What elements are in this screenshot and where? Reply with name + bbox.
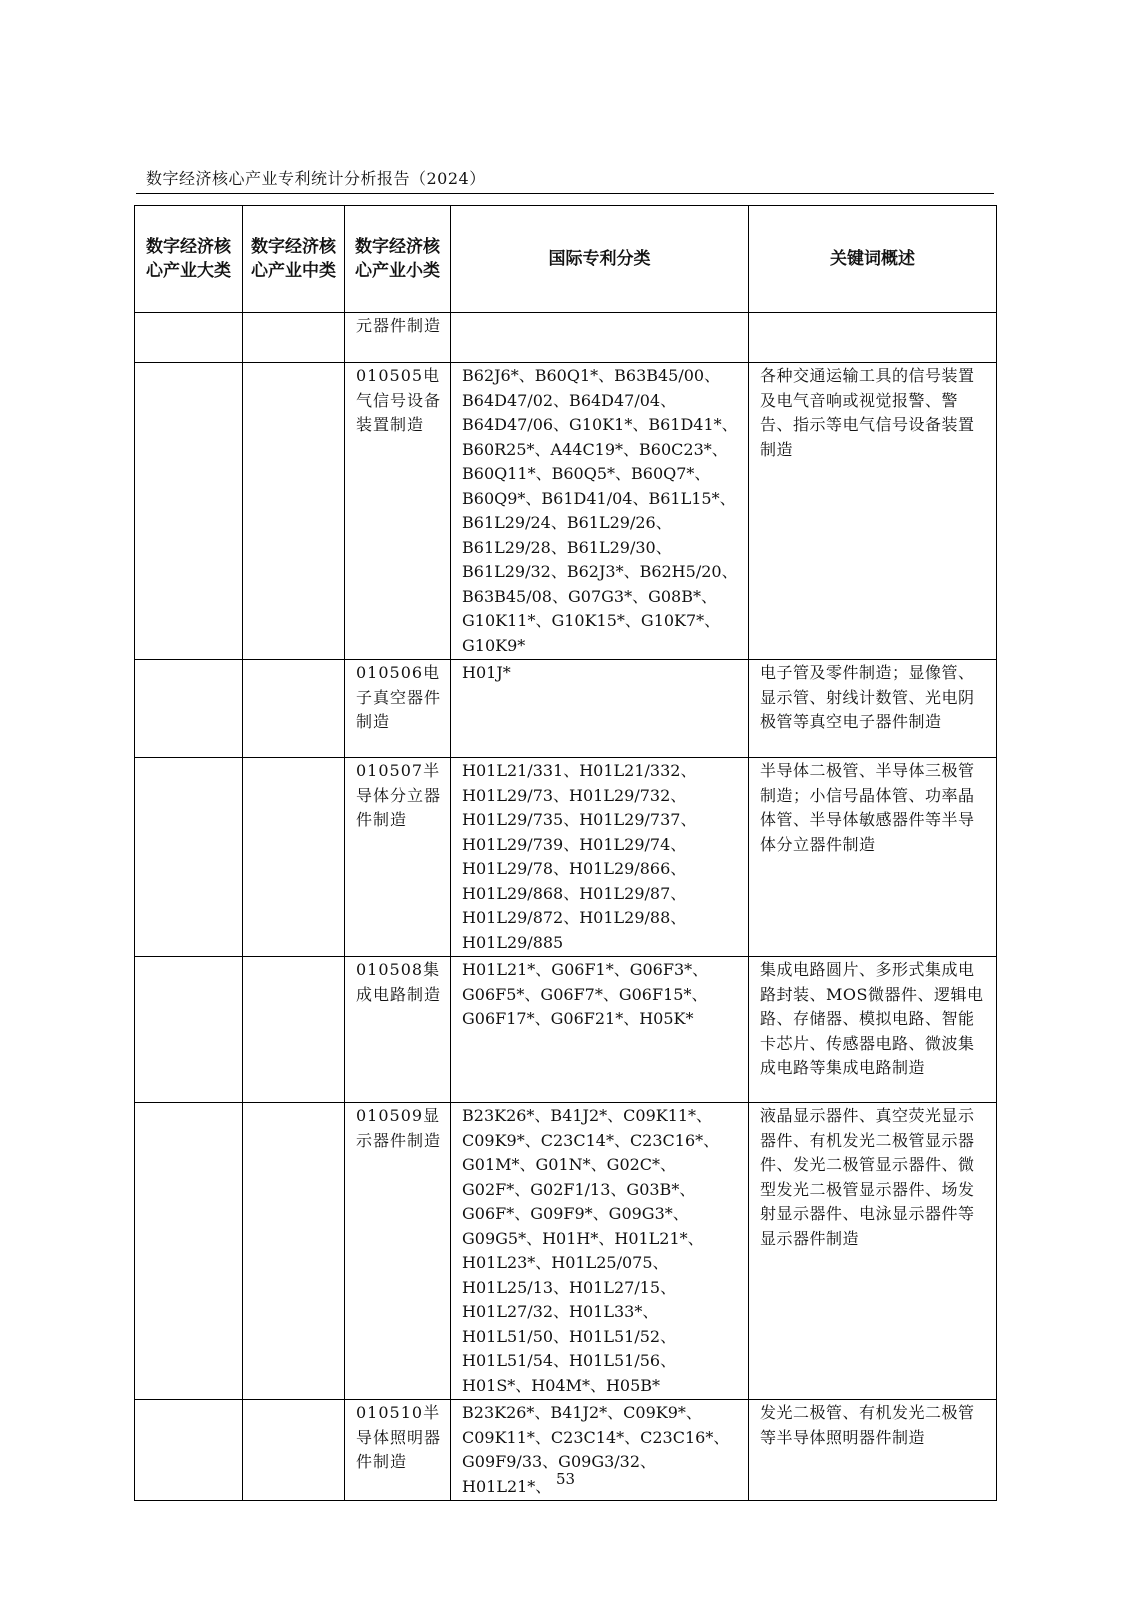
cell-minor: 010509显示器件制造 xyxy=(345,1103,451,1400)
cell-keywords xyxy=(749,313,997,363)
cell-minor: 010506电子真空器件制造 xyxy=(345,660,451,758)
cell-minor: 010507半导体分立器件制造 xyxy=(345,758,451,957)
header-rule xyxy=(136,193,994,194)
cell-keywords: 电子管及零件制造；显像管、显示管、射线计数管、光电阴极管等真空电子器件制造 xyxy=(749,660,997,758)
cell-keywords: 集成电路圆片、多形式集成电路封装、MOS微器件、逻辑电路、存储器、模拟电路、智能卡芯片、传感器电路、微波集成电路等集成电路制造 xyxy=(749,957,997,1103)
cell-middle xyxy=(243,1103,345,1400)
table-row xyxy=(135,363,997,660)
cell-ipc: B62J6*、B60Q1*、B63B45/00、B64D47/02、B64D47/04、B64D47/06、G10K1*、B61D41*、B60R25*、A44C19*、B60C23*、B60Q11*、B60Q5*、B60Q7*、B60Q9*、B61D41/04、B61L15*、B61L29/24、B61L29/26、B61L29/28、B61L29/30、B61L29/32、B62J3*、B62H5/20、B63B45/08、G07G3*、G08B*、G10K11*、G10K15*、G10K7*、G10K9* xyxy=(451,363,749,660)
cell-middle xyxy=(243,758,345,957)
cell-keywords: 半导体二极管、半导体三极管制造；小信号晶体管、功率晶体管、半导体敏感器件等半导体分立器件制造 xyxy=(749,758,997,957)
cell-minor: 元器件制造 xyxy=(345,313,451,363)
table-row xyxy=(135,313,997,363)
cell-ipc: B23K26*、B41J2*、C09K9*、C09K11*、C23C14*、C23C16*、G09F9/33、G09G3/32、H01L21*、 xyxy=(451,1400,749,1501)
cell-major xyxy=(135,758,243,957)
cell-ipc: H01L21*、G06F1*、G06F3*、G06F5*、G06F7*、G06F15*、G06F17*、G06F21*、H05K* xyxy=(451,957,749,1103)
header-middle-category: 数字经济核心产业中类 xyxy=(243,206,345,313)
cell-major xyxy=(135,1103,243,1400)
cell-keywords: 各种交通运输工具的信号装置及电气音响或视觉报警、警告、指示等电气信号设备装置制造 xyxy=(749,363,997,660)
header-keywords: 关键词概述 xyxy=(749,206,997,313)
cell-middle xyxy=(243,957,345,1103)
table-row xyxy=(135,758,997,957)
cell-ipc xyxy=(451,313,749,363)
cell-minor: 010510半导体照明器件制造 xyxy=(345,1400,451,1501)
cell-major xyxy=(135,363,243,660)
running-header: 数字经济核心产业专利统计分析报告（2024） xyxy=(146,169,486,188)
cell-keywords: 液晶显示器件、真空荧光显示器件、有机发光二极管显示器件、发光二极管显示器件、微型发光二极管显示器件、场发射显示器件、电泳显示器件等显示器件制造 xyxy=(749,1103,997,1400)
cell-major xyxy=(135,313,243,363)
cell-middle xyxy=(243,660,345,758)
header-ipc: 国际专利分类 xyxy=(451,206,749,313)
cell-keywords: 发光二极管、有机发光二极管等半导体照明器件制造 xyxy=(749,1400,997,1501)
table-row xyxy=(135,1103,997,1400)
table-row xyxy=(135,957,997,1103)
cell-ipc: H01L21/331、H01L21/332、H01L29/73、H01L29/732、H01L29/735、H01L29/737、H01L29/739、H01L29/74、H01L29/78、H01L29/866、H01L29/868、H01L29/87、H01L29/872、H01L29/88、H01L29/885 xyxy=(451,758,749,957)
table-header-row xyxy=(135,206,997,313)
cell-minor: 010505电气信号设备装置制造 xyxy=(345,363,451,660)
header-minor-category: 数字经济核心产业小类 xyxy=(345,206,451,313)
cell-ipc: H01J* xyxy=(451,660,749,758)
cell-middle xyxy=(243,363,345,660)
cell-minor: 010508集成电路制造 xyxy=(345,957,451,1103)
table-row xyxy=(135,660,997,758)
page-number: 53 xyxy=(555,1470,576,1488)
cell-ipc: B23K26*、B41J2*、C09K11*、C09K9*、C23C14*、C23C16*、G01M*、G01N*、G02C*、G02F*、G02F1/13、G03B*、G06F*、G09F9*、G09G3*、G09G5*、H01H*、H01L21*、H01L23*、H01L25/075、H01L25/13、H01L27/15、H01L27/32、H01L33*、H01L51/50、H01L51/52、H01L51/54、H01L51/56、H01S*、H04M*、H05B* xyxy=(451,1103,749,1400)
cell-major xyxy=(135,660,243,758)
patent-classification-table xyxy=(134,205,997,1501)
header-major-category: 数字经济核心产业大类 xyxy=(135,206,243,313)
cell-major xyxy=(135,957,243,1103)
cell-middle xyxy=(243,313,345,363)
